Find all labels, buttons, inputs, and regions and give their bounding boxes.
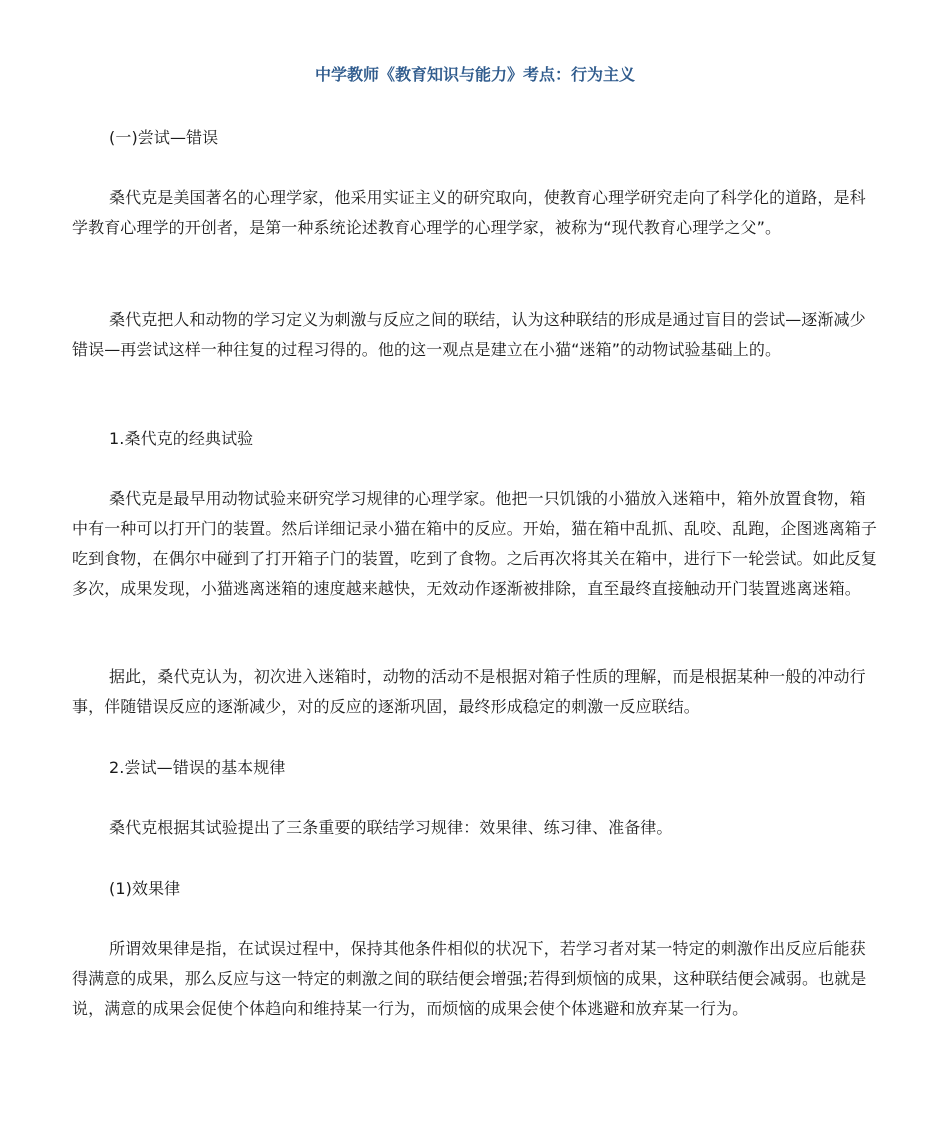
section-heading-trial-error: (一)尝试—错误 [109, 128, 219, 147]
document-title: 中学教师《教育知识与能力》考点：行为主义 [314, 65, 635, 84]
section-heading-classic-experiment: 1.桑代克的经典试验 [109, 429, 254, 448]
paragraph-learning-definition: 桑代克把人和动物的学习定义为刺激与反应之间的联结，认为这种联结的形成是通过盲目的尝试—逐渐减少错误—再尝试这样一种往复的过程习得的。他的这一观点是建立在小猫“迷箱”的动物试验基础上的。 [72, 310, 866, 359]
paragraph-law-of-effect: 所谓效果律是指，在试误过程中，保持其他条件相似的状况下，若学习者对某一特定的刺激作出反应后能获得满意的成果，那么反应与这一特定的刺激之间的联结便会增强;若得到烦恼的成果，这种联结便会减弱。也就是说，满意的成果会促使个体趋向和维持某一行为，而烦恼的成果会使个体逃避和放弃某一行为。 [72, 939, 867, 1018]
section-heading-law-of-effect: (1)效果律 [109, 879, 181, 898]
paragraph-three-laws: 桑代克根据其试验提出了三条重要的联结学习规律：效果律、练习律、准备律。 [109, 818, 673, 837]
section-heading-basic-laws: 2.尝试—错误的基本规律 [109, 758, 286, 777]
paragraph-conclusion: 据此，桑代克认为，初次进入迷箱时，动物的活动不是根据对箱子性质的理解，而是根据某种一般的冲动行事，伴随错误反应的逐渐减少，对的反应的逐渐巩固，最终形成稳定的刺激一反应联结。 [72, 667, 866, 716]
paragraph-experiment-description: 桑代克是最早用动物试验来研究学习规律的心理学家。他把一只饥饿的小猫放入迷箱中，箱外放置食物，箱中有一种可以打开门的装置。然后详细记录小猫在箱中的反应。开始，猫在箱中乱抓、乱咬、乱跑，企图逃离箱子吃到食物，在偶尔中碰到了打开箱子门的装置，吃到了食物。之后再次将其关在箱中，进行下一轮尝试。如此反复多次，成果发现，小猫逃离迷箱的速度越来越快，无效动作逐渐被排除，直至最终直接触动开门装置逃离迷箱。 [72, 489, 878, 598]
paragraph-thorndike-intro: 桑代克是美国著名的心理学家，他采用实证主义的研究取向，使教育心理学研究走向了科学化的道路，是科学教育心理学的开创者，是第一种系统论述教育心理学的心理学家，被称为“现代教育心理学之父”。 [72, 188, 866, 237]
